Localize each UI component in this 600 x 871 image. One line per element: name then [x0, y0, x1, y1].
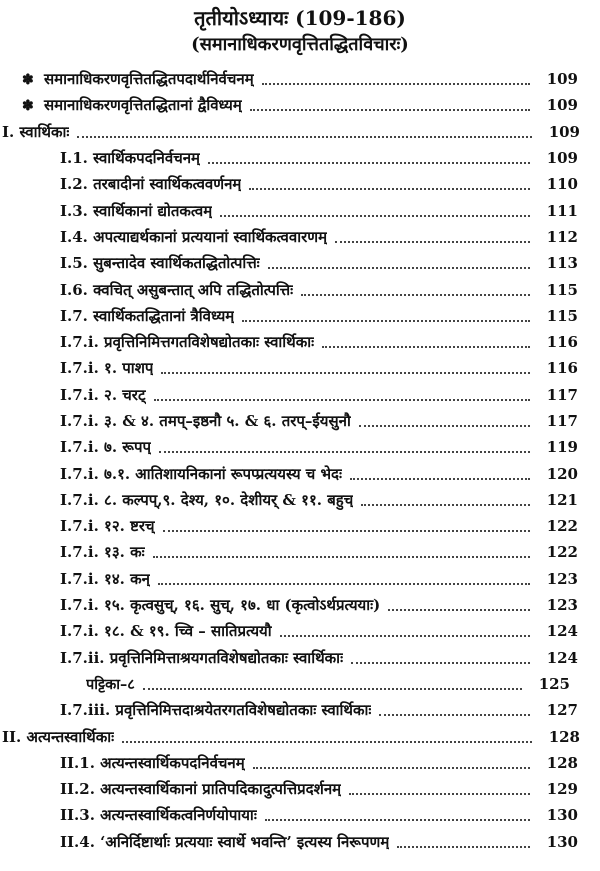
toc-entry [0, 382, 600, 408]
chapter-subtitle: (समानाधिकरणवृत्तितद्धितविचारः) [191, 34, 409, 55]
toc-page-number: 128 [546, 753, 578, 772]
toc-entry [0, 460, 600, 486]
toc-entry-text: समानाधिकरणवृत्तितद्धितपदार्थनिर्वचनम् [44, 70, 254, 89]
toc-entry [0, 750, 600, 776]
toc-entry-text: I.7.i. १. पाशप् [60, 359, 154, 378]
toc-entry [0, 119, 600, 145]
toc-entry-label [60, 332, 314, 352]
dot-leader [242, 320, 530, 322]
toc-entry-text: I.3. स्वार्थिकानां द्योतकत्वम् [60, 201, 213, 220]
toc-entry-text: I.7. स्वार्थिकतद्धितानां त्रैविध्यम् [60, 306, 235, 325]
toc-entry-text: I.7.i. ७. रूपप् [60, 438, 151, 457]
toc-entry [0, 566, 600, 592]
toc-page-number: 124 [546, 648, 578, 667]
toc-entry-text: I.7.i. प्रवृत्तिनिमित्तगतविशेषद्योतकाः स्वार्थिकाः [60, 333, 315, 352]
toc-entry-label [60, 201, 212, 221]
toc-entry-label [60, 411, 351, 431]
dot-leader [379, 714, 530, 716]
dot-leader [77, 136, 532, 138]
toc-entry-label [60, 595, 380, 615]
toc-entry-label [60, 700, 371, 720]
toc-entry-text: I.6. क्वचित् असुबन्तात् अपि तद्धितोत्पत्तिः [60, 280, 294, 299]
toc-page-number: 119 [546, 438, 578, 457]
toc-entry-label [60, 306, 234, 326]
toc-entry-label [2, 122, 69, 142]
toc-page-number: 127 [546, 701, 578, 720]
toc-entry [0, 829, 600, 855]
dot-leader [351, 662, 530, 664]
toc-entry-text: I.2. तरबादीनां स्वार्थिकत्ववर्णनम् [60, 175, 242, 194]
dot-leader [253, 767, 530, 769]
toc-entry-text: II.4. ‘अनिर्दिष्टार्थाः प्रत्ययाः स्वार्थे भवन्ति’ इत्यस्य निरूपणम् [60, 832, 390, 851]
toc-entry [0, 224, 600, 250]
dot-leader [350, 478, 530, 480]
toc-entry [0, 66, 600, 92]
toc-entry [0, 355, 600, 381]
toc-page-number: 109 [546, 149, 578, 168]
toc-page-number: 130 [546, 832, 578, 851]
toc-page-number: 111 [546, 201, 578, 220]
toc-entry-text: I.4. अपत्याद्यर्थकानां प्रत्ययानां स्वार्थिकत्ववारणम् [60, 227, 328, 246]
toc-page-number: 123 [546, 569, 578, 588]
toc-entry-label [60, 253, 260, 273]
toc-page-number: 130 [546, 806, 578, 825]
toc-entry-label [22, 95, 242, 115]
toc-page-number: 112 [546, 227, 578, 246]
toc-page-number: 120 [546, 464, 578, 483]
toc-entry-label [60, 174, 241, 194]
toc-entry-label [2, 727, 114, 747]
asterisk-icon: ✽ [22, 72, 34, 89]
toc-entry [0, 250, 600, 276]
table-of-contents [0, 66, 600, 855]
dot-leader [163, 530, 530, 532]
toc-page-number: 109 [546, 96, 578, 115]
toc-page-number: 125 [538, 674, 570, 693]
toc-entry-text: II.3. अत्यन्तस्वार्थिकत्वनिर्णयोपायाः [60, 806, 257, 825]
dot-leader [208, 162, 530, 164]
toc-entry-text: I.7.ii. प्रवृत्तिनिमित्ताश्रयगतविशेषद्योतकाः स्वार्थिकाः [60, 648, 344, 667]
toc-page-number: 115 [546, 280, 578, 299]
toc-entry-text: I.7.i. १८. & १९. च्वि – सातिप्रत्ययौ [60, 622, 272, 641]
toc-page-number: 124 [546, 622, 578, 641]
toc-entry-label [60, 490, 353, 510]
toc-entry-text: II.2. अत्यन्तस्वार्थिकानां प्रातिपदिकादुत्पत्तिप्रदर्शनम् [60, 780, 342, 799]
toc-page-number: 117 [546, 385, 578, 404]
toc-entry-text: I.7.i. १२. ष्टरच् [60, 517, 155, 536]
chapter-title: तृतीयोऽध्यायः (109-186) [194, 6, 406, 30]
toc-entry-text: समानाधिकरणवृत्तितद्धितानां द्वैविध्यम् [44, 96, 242, 115]
toc-entry-label [60, 542, 145, 562]
toc-page-number: 109 [546, 70, 578, 89]
toc-entry-label [60, 621, 272, 641]
toc-entry-text: पट्टिका–८ [86, 675, 135, 693]
toc-entry-text: I.5. सुबन्तादेव स्वार्थिकतद्धितोत्पत्तिः [60, 254, 260, 273]
toc-page-number: 115 [546, 306, 578, 325]
dot-leader [359, 425, 530, 427]
dot-leader [361, 504, 530, 506]
toc-entry-text: I.1. स्वार्थिकपदनिर्वचनम् [60, 149, 201, 168]
toc-entry [0, 276, 600, 302]
toc-entry-label [60, 385, 146, 405]
toc-page-number: 122 [546, 543, 578, 562]
toc-entry-label [60, 358, 153, 378]
dot-leader [158, 583, 530, 585]
dot-leader [249, 188, 530, 190]
toc-entry-text: II.1. अत्यन्तस्वार्थिकपदनिर्वचनम् [60, 753, 245, 772]
toc-entry-label [60, 753, 245, 773]
toc-entry-text: I. स्वार्थिकाः [2, 122, 70, 141]
asterisk-icon: ✽ [22, 98, 34, 115]
dot-leader [161, 372, 530, 374]
toc-entry [0, 92, 600, 118]
toc-page-number: 110 [546, 175, 578, 194]
toc-entry [0, 329, 600, 355]
dot-leader [262, 83, 530, 85]
toc-entry [0, 618, 600, 644]
toc-entry-label [60, 832, 389, 852]
toc-entry [0, 197, 600, 223]
dot-leader [301, 294, 530, 296]
toc-entry [0, 723, 600, 749]
toc-entry-text: I.7.i. ८. कल्पप्,९. देश्य, १०. देशीयर् & ११. बहुच् [60, 490, 354, 509]
toc-page-number: 117 [546, 412, 578, 430]
toc-page-number: 128 [548, 727, 580, 746]
toc-entry-text: II. अत्यन्तस्वार्थिकाः [2, 727, 115, 746]
toc-entry [0, 487, 600, 513]
toc-entry-label [60, 464, 342, 484]
toc-entry-label [60, 227, 327, 247]
dot-leader [153, 556, 530, 558]
toc-entry [0, 303, 600, 329]
toc-entry-text: I.7.i. ३. & ४. तमप्–इष्ठनौ ५. & ६. तरप्–ईयसुनौ [60, 412, 351, 430]
dot-leader [159, 451, 530, 453]
toc-page-number: 129 [546, 780, 578, 799]
dot-leader [220, 215, 530, 217]
toc-entry-text: I.7.iii. प्रवृत्तिनिमित्तदाश्रयेतरगतविशेषद्योतकाः स्वार्थिकाः [60, 701, 372, 720]
toc-entry-label [60, 280, 293, 300]
dot-leader [388, 609, 530, 611]
toc-entry [0, 408, 600, 434]
toc-entry [0, 645, 600, 671]
toc-entry-label [60, 437, 151, 457]
toc-entry [0, 434, 600, 460]
toc-page-number: 113 [546, 254, 578, 273]
toc-entry-text: I.7.i. १४. कन् [60, 569, 150, 588]
toc-entry-text: I.7.i. ७.१. आतिशायनिकानां रूपप्प्रत्ययस्य च भेदः [60, 464, 343, 483]
dot-leader [349, 793, 530, 795]
toc-page-number: 122 [546, 517, 578, 536]
toc-entry-text: I.7.i. १३. कः [60, 543, 145, 562]
toc-entry [0, 802, 600, 828]
toc-page-number: 109 [548, 122, 580, 141]
toc-entry-label [86, 674, 135, 694]
dot-leader [322, 346, 530, 348]
toc-entry [0, 539, 600, 565]
dot-leader [265, 819, 530, 821]
toc-entry-label [60, 648, 343, 668]
toc-entry [0, 513, 600, 539]
toc-entry-text: I.7.i. २. चरट् [60, 385, 146, 404]
toc-page-number: 116 [546, 359, 578, 378]
dot-leader [335, 241, 530, 243]
toc-entry [0, 671, 600, 697]
toc-entry-label [60, 516, 155, 536]
toc-entry [0, 697, 600, 723]
toc-entry [0, 145, 600, 171]
toc-page-number: 123 [546, 596, 578, 615]
dot-leader [397, 846, 530, 848]
toc-entry-label [60, 805, 257, 825]
toc-entry-text: I.7.i. १५. कृत्वसुच्, १६. सुच्, १७. धा (कृत्वोऽर्थप्रत्ययाः) [60, 596, 381, 615]
dot-leader [122, 741, 532, 743]
dot-leader [154, 399, 530, 401]
toc-entry [0, 776, 600, 802]
toc-entry [0, 171, 600, 197]
toc-entry-label [60, 569, 150, 589]
toc-entry-label [60, 779, 341, 799]
dot-leader [143, 688, 522, 690]
toc-page-number: 121 [546, 490, 578, 509]
toc-page-number: 116 [546, 333, 578, 352]
toc-entry [0, 592, 600, 618]
dot-leader [280, 635, 530, 637]
toc-entry-label [60, 148, 200, 168]
dot-leader [268, 267, 530, 269]
dot-leader [250, 109, 530, 111]
toc-entry-label [22, 69, 254, 89]
